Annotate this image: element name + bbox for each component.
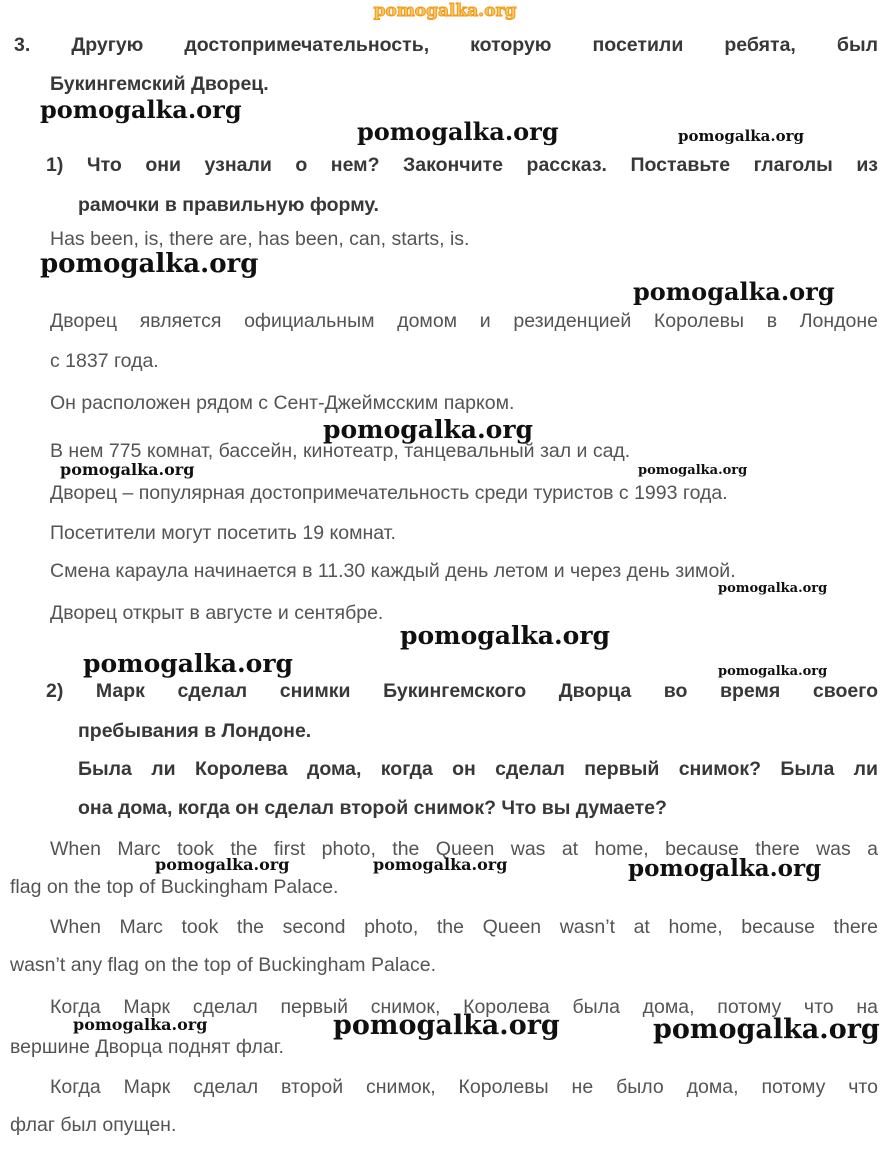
- task2-heading-line2: пребывания в Лондоне.: [78, 720, 312, 742]
- answer-ru-p2-line2: флаг был опущен.: [10, 1114, 177, 1136]
- site-watermark: pomogalka.org: [678, 127, 805, 145]
- story-p4: Дворец – популярная достопримечательность среди туристов с 1993 года.: [50, 482, 728, 504]
- site-watermark: pomogalka.org: [633, 277, 835, 306]
- answer-en-p1-line2: flag on the top of Buckingham Palace.: [10, 876, 339, 898]
- site-watermark: pomogalka.org: [40, 95, 242, 124]
- site-watermark: pomogalka.org: [83, 649, 294, 678]
- answer-en-p1-line1: When Marc took the first photo, the Queen was at home, because there was a: [50, 838, 878, 860]
- site-watermark: pomogalka.org: [60, 460, 195, 479]
- site-watermark: pomogalka.org: [718, 581, 828, 596]
- site-watermark: pomogalka.org: [40, 249, 259, 279]
- task1-heading-line2: рамочки в правильную форму.: [78, 194, 379, 216]
- story-p1-line1: Дворец является официальным домом и резиденцией Королевы в Лондоне: [50, 310, 878, 332]
- answer-ru-p1-line1: Когда Марк сделал первый снимок, Королева была дома, потому что на: [50, 996, 878, 1018]
- site-watermark: pomogalka.org: [333, 1010, 560, 1041]
- task2-heading-line3: Была ли Королева дома, когда он сделал первый снимок? Была ли: [78, 758, 878, 780]
- story-p5: Посетители могут посетить 19 комнат.: [50, 522, 396, 544]
- site-watermark: pomogalka.org: [638, 463, 748, 478]
- site-watermark: pomogalka.org: [718, 664, 828, 679]
- story-p7: Дворец открыт в августе и сентябре.: [50, 602, 384, 624]
- site-watermark: pomogalka.org: [628, 855, 822, 882]
- exercise3-heading-line2: Букингемский Дворец.: [50, 73, 269, 95]
- story-p3: В нем 775 комнат, бассейн, кинотеатр, танцевальный зал и сад.: [50, 440, 631, 462]
- answer-ru-p2-line1: Когда Марк сделал второй снимок, Королевы не было дома, потому что: [50, 1076, 878, 1098]
- story-p1-line2: с 1837 года.: [50, 350, 159, 372]
- task1-heading-line1: 1) Что они узнали о нем? Закончите рассказ. Поставьте глаголы из: [46, 154, 878, 176]
- story-p2: Он расположен рядом с Сент-Джеймсским парком.: [50, 392, 515, 414]
- verb-bank: Has been, is, there are, has been, can, starts, is.: [50, 228, 470, 250]
- answer-ru-p1-line2: вершине Дворца поднят флаг.: [10, 1036, 284, 1058]
- story-p6: Смена караула начинается в 11.30 каждый день летом и через день зимой.: [50, 560, 736, 582]
- site-watermark: pomogalka.org: [400, 621, 611, 650]
- site-watermark: pomogalka.org: [373, 855, 508, 874]
- site-watermark: pomogalka.org: [73, 1015, 208, 1034]
- site-watermark: pomogalka.org: [323, 415, 534, 444]
- task2-heading-line4: она дома, когда он сделал второй снимок? Что вы думаете?: [78, 797, 667, 819]
- answer-en-p2-line1: When Marc took the second photo, the Queen wasn’t at home, because there: [50, 916, 878, 938]
- answer-en-p2-line2: wasn’t any flag on the top of Buckingham Palace.: [10, 954, 437, 976]
- site-watermark-top: pomogalka.org: [373, 1, 517, 21]
- site-watermark: pomogalka.org: [357, 117, 559, 146]
- task2-heading-line1: 2) Марк сделал снимки Букингемского Дворца во время своего: [46, 680, 878, 702]
- site-watermark: pomogalka.org: [653, 1014, 880, 1045]
- site-watermark: pomogalka.org: [155, 855, 290, 874]
- exercise3-heading-line1: 3. Другую достопримечательность, которую посетили ребята, был: [14, 34, 878, 56]
